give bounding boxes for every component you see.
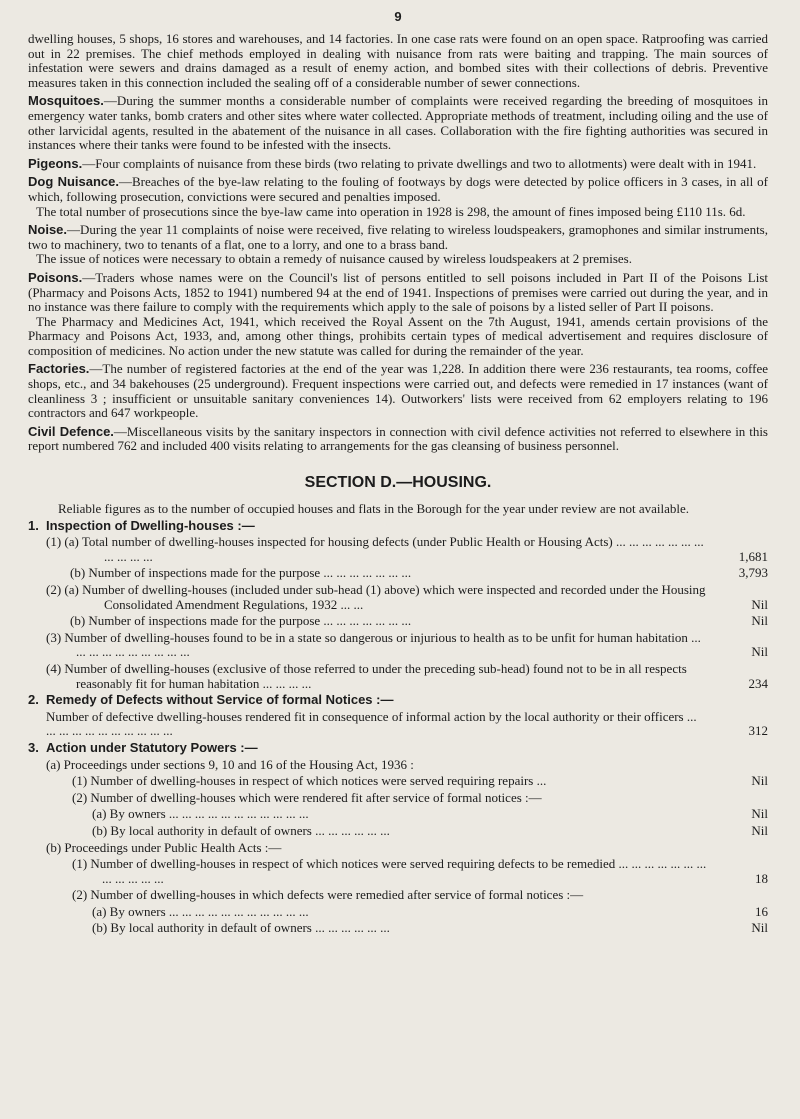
- stat-row: [28, 566, 768, 581]
- stat-label: (a) By owners ... ... ... ... ... ... ... ... ... ... ...: [92, 903, 309, 919]
- paragraph-factories: [28, 362, 768, 420]
- page-number: 9: [394, 9, 402, 24]
- stat-value: Nil: [751, 920, 768, 936]
- stat-value: 312: [748, 723, 768, 739]
- stat-row: [28, 857, 768, 886]
- stat-row: [28, 774, 768, 789]
- section-number: 1.: [28, 517, 39, 533]
- stat-row: [28, 614, 768, 629]
- paragraph-text: —Breaches of the bye-law relating to the fouling of footways by dogs were detected by police officers in 3 cases, in all of which, following prosecution, convictions were secured and penalties imposed.: [28, 174, 769, 204]
- stat-value: Nil: [751, 644, 768, 660]
- paragraph-dog-nuisance: [28, 175, 768, 204]
- paragraph-pharmacy-act: [28, 315, 768, 359]
- stat-label: (1) Number of dwelling-houses in respect of which notices were served requiring defects to be remedied ... ... ... ... ... ... ... ... ... ... ... ...: [72, 856, 707, 886]
- section-intro: Reliable figures as to the number of occupied houses and flats in the Borough for the year under review are not available.: [58, 501, 690, 517]
- stat-label: (2) (a) Number of dwelling-houses (included under sub-head (1) above) which were inspected and recorded under the Housing Consolidated Amendment Regulations, 1932 ... ...: [46, 582, 706, 612]
- stat-label: (b) By local authority in default of owners ... ... ... ... ... ...: [92, 822, 390, 838]
- section-heading-text: Remedy of Defects without Service of formal Notices :—: [46, 692, 394, 708]
- paragraph-heading: Noise.: [28, 222, 68, 238]
- stat-label: (b) Number of inspections made for the purpose ... ... ... ... ... ... ...: [70, 613, 412, 629]
- paragraph-text: —Four complaints of nuisance from these birds (two relating to private dwellings and two to allotments) were dealt with in 1941.: [82, 155, 757, 171]
- paragraph-text: The issue of notices were necessary to obtain a remedy of nuisance caused by wireless loudspeakers at 2 premises.: [36, 251, 632, 267]
- stat-value: Nil: [751, 773, 768, 789]
- paragraph-pigeons: [28, 157, 768, 172]
- section-heading-inspection: [28, 519, 768, 534]
- paragraph-poisons: [28, 271, 768, 315]
- stat-row: [28, 631, 768, 660]
- paragraph-text: —The number of registered factories at the end of the year was 1,228. In addition there were 236 restaurants, tea rooms, coffee shops, etc., and 34 bakehouses (25 underground). Frequent inspections were carried out, and defects were remedied in 17 instances (want of cleanliness 3 ; insufficient or unsuitable sanitary conveniences 14). Outworkers' lists were received from 62 employers relating to 196 contractors and 647 workpeople.: [28, 361, 768, 421]
- stat-value: Nil: [751, 806, 768, 822]
- paragraph-noise-notices: [28, 252, 768, 267]
- section-heading-text: Action under Statutory Powers :—: [46, 739, 258, 755]
- paragraph-text: —During the year 11 complaints of noise were received, five relating to wireless loudspeakers, gramophones and similar instruments, two to machinery, two to tenants of a flat, one to a lorry, and one to a brass band.: [28, 222, 768, 252]
- stat-row: [28, 905, 768, 920]
- paragraph-text: The total number of prosecutions since the bye-law came into operation in 1928 is 298, the amount of fines imposed being £110 11s. 6d.: [36, 203, 746, 219]
- paragraph-heading: Factories.: [28, 361, 90, 377]
- stat-row: [28, 535, 768, 564]
- paragraph-heading: Civil Defence.: [28, 423, 114, 439]
- paragraph-mosquitoes: [28, 94, 768, 152]
- paragraph-heading: Poisons.: [28, 269, 83, 285]
- stat-value: 16: [755, 903, 768, 919]
- stat-value: Nil: [751, 822, 768, 838]
- stat-row: [28, 583, 768, 612]
- paragraph-text: —During the summer months a considerable number of complaints were received regarding the breeding of mosquitoes in emergency water tanks, bomb craters and other sites where water collected. Appropriate methods of treatment, including oiling and the use of other larvicidal agents, resulted in the abatement of the nuisance in all cases. Collaboration with the fire fighting authorities was secured in instances where their tanks were found to be infested with the insects.: [28, 93, 768, 153]
- paragraph-heading: Mosquitoes.: [28, 93, 104, 109]
- stat-value: 3,793: [738, 565, 768, 581]
- paragraph-text: The Pharmacy and Medicines Act, 1941, which received the Royal Assent on the 7th August, 1941, amends certain provisions of the Pharmacy and Poisons Act, 1933, and, among other things, prohibits certain types of medical advertisement and requires disclosure of composition of medicines. No action under the new statute was called for during the remainder of the year.: [28, 313, 768, 358]
- paragraph-heading: Dog Nuisance.: [28, 174, 119, 190]
- stat-row: [28, 710, 768, 739]
- paragraph-text: —Miscellaneous visits by the sanitary inspectors in connection with civil defence activities not referred to elsewhere in this report numbered 762 and included 400 visits relating to arrangements for the gas cleansing of business personnel.: [28, 423, 768, 454]
- subsection-heading: (2) Number of dwelling-houses which were rendered fit after service of formal notices :—: [72, 789, 542, 805]
- stat-label: Number of defective dwelling-houses rendered fit in consequence of informal action by the local authority or their officers ... ... ... ... ... ... ... ... ... ... ...: [46, 708, 697, 739]
- section-number: 2.: [28, 692, 39, 708]
- stat-label: (b) By local authority in default of owners ... ... ... ... ... ...: [92, 920, 390, 936]
- stat-label: (1) (a) Total number of dwelling-houses inspected for housing defects (under Public Health or Housing Acts) ... ... ... ... ... ... ... ... ... ... ...: [46, 534, 704, 564]
- stat-row: [28, 824, 768, 839]
- stat-value: Nil: [751, 596, 768, 612]
- section-heading-statutory: [28, 741, 768, 756]
- stat-value: Nil: [751, 613, 768, 629]
- stat-label: (1) Number of dwelling-houses in respect of which notices were served requiring repairs ...: [72, 773, 547, 789]
- stat-label: (b) Number of inspections made for the purpose ... ... ... ... ... ... ...: [70, 565, 412, 581]
- paragraph-heading: Pigeons.: [28, 155, 83, 171]
- paragraph-noise: [28, 223, 768, 252]
- section-heading-text: Inspection of Dwelling-houses :—: [46, 517, 255, 533]
- paragraph-civil-defence: [28, 425, 768, 454]
- subsection-heading: (2) Number of dwelling-houses in which defects were remedied after service of formal notices :—: [72, 887, 584, 903]
- section-number: 3.: [28, 739, 39, 755]
- paragraph-prosecutions: [28, 205, 768, 220]
- stat-value: 18: [755, 870, 768, 886]
- stat-label: (4) Number of dwelling-houses (exclusive of those referred to under the preceding sub-head) found not to be in all respects reasonably fit for human habitation ... ... ... ...: [46, 660, 687, 691]
- subsection-heading: (b) Proceedings under Public Health Acts :—: [46, 839, 282, 855]
- stat-label: (3) Number of dwelling-houses found to be in a state so dangerous or injurious to health as to be unfit for human habitation ... ... ... ... ... ... ... ... ... ...: [46, 629, 701, 660]
- stat-row: [28, 807, 768, 822]
- stat-label: (a) By owners ... ... ... ... ... ... ... ... ... ... ...: [92, 806, 309, 822]
- stat-row: [28, 662, 768, 691]
- paragraph-text: —Traders whose names were on the Council's list of persons entitled to sell poisons included in Part II of the Poisons List (Pharmacy and Poisons Acts, 1852 to 1941) numbered 94 at the end of 1941. Inspections of premises were carried out during the year, and in no instance was there failure to comply with the requirements which apply to the sale of poisons by a listed seller of Part II poisons.: [28, 269, 768, 315]
- stat-value: 234: [748, 675, 768, 691]
- intro-paragraph: dwelling houses, 5 shops, 16 stores and warehouses, and 14 factories. In one case rats were found on an open space. Ratproofing was carried out in 22 premises. The chief methods employed in dealing with nuisance from rats were baiting and trapping. The main sources of infestation were sewers and drains damaged as a result of enemy action, and bombed sites with their collections of debris. Preventive measures taken in this connection included the sealing off of a considerable number of sewer connections.: [28, 31, 768, 90]
- section-title: SECTION D.—HOUSING.: [304, 474, 492, 492]
- section-heading-remedy: [28, 693, 768, 708]
- subsection-heading: (a) Proceedings under sections 9, 10 and 16 of the Housing Act, 1936 :: [46, 756, 414, 772]
- stat-value: 1,681: [738, 548, 768, 564]
- stat-row: [28, 921, 768, 936]
